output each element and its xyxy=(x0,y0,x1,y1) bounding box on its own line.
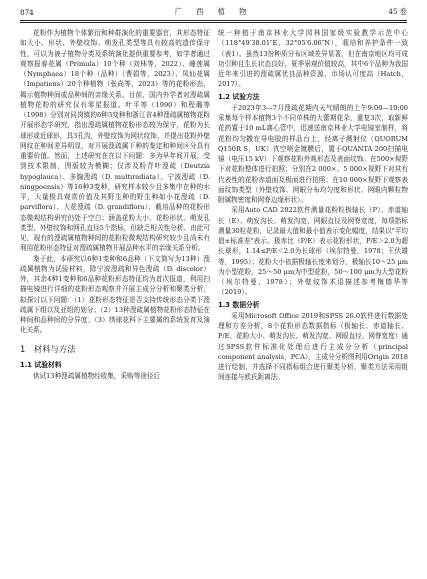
methods-paragraph-2: 采用Auto CAD 2022软件测量花粉粒极轴长（P）、赤道轴长（E）、萌发沟长、萌发沟宽、网眼直径及网脊宽度，每项指标测量30粒花粉，记录最大值和最小值表示变化幅度，结果以"平均值±标准差"表示。极赤比（P/E）表示花粉形状，P/E＞2.0为超长球形，1.14≤P/E＜2.0为长球形（埃尔特曼，1978；王伏雄等，1995）；花粉大小依据极轴长度来划分，极轴长10～25 μm为小型花粉，25～50 μm为中型花粉，50～100 μm为大型花粉（埃尔特曼，1978）；外壁纹饰术语描述参考梅德华等（2019）。 xyxy=(218,206,408,297)
materials-paragraph: 供试13种溲疏属植物经收集，采购等途径后 xyxy=(33,372,161,380)
header-rule-thick xyxy=(20,20,407,21)
running-header xyxy=(20,5,407,19)
header-rule-thin xyxy=(20,22,407,23)
subsection-heading-materials: 1.1 试验材料 xyxy=(20,360,62,369)
left-column xyxy=(20,28,210,381)
intro-paragraph-1: 花粉作为植物个体繁衍和种群演化的重要器官，其形态特征如大小、形状、外壁纹饰、萌发孔类型等具有较高的遗传保守性，可以为被子植物分类及系统演化提供重要参考，如学者通过观察报春花属（Primula）10个种（刘林等，2022）、睡莲属（Nymphaea）18个种（品种）（曹娟等，2023）、凤仙花属（Impatiens）20个种植物（张尚等，2023）等的花粉形态，揭示植物种间或品种间的亲缘关系。目前，国内外学者对溲疏属植物花粉的研究仅有零星报道。叶平等（1990）和程璐等（1998）分别对同岗镇的6种3变种和浙江省4种溲疏属植物花粉开展形态学研究，指出溲疏属植物花粉形态较为保守，花粉为长球形或近球形，具3孔沟，外壁纹饰为网状纹饰，并提出花粉外壁网纹在种间差异明显，对开展溲疏属下种的鉴定和种间区分具有重要价值。然而，上述研究在在以下问题：多为早年间开展，受到技术限制，图版较为模糊；仅涉及粉背叶溲疏（Deutzia hypoglauca）、多腺溲疏（D. multiradiata）、宁波溲疏（D. ningpoensis）等16种3变种，研究样本较少且多集中在种的水平，大量极具观赏价值及其野生种的野生种如小花溲疏（D. parviflora）、大花溲疏（D. grandiflora）、截培品种的花粉形态微观结构研究仍处于空白；涵盖花粉大小、花粉形状、萌发孔类型、外壁纹饰和网孔直径5个指标，但缺乏相关性分析。由此可见，现有的溲疏属植物种间的花粉粒微观结构研究较少且尚未有利用花粉形态特征对溲疏属植物开展品种水平的亲缘关系分析。 xyxy=(20,29,210,253)
methods-paragraph-1: 于2023年3—7月溲疏花期内天气晴朗的上午9:00—10:00采集每个样本植物3个不同单株的大蕾期花朵，重复3次，取新鲜花药置于10 mL离心管中，迅速送南京林业大学电镜室制样，将花粉均匀撒在导电胶的样品台上，经离子溅射仪（QUORUM Q150R S，UK）真空喷金镀膜后，置于QUANTA 200扫描电镜（电压15 kV）下观察花粉外观形态及表面纹饰。在500×视野下对花粉整体进行拍照；分别在2 000×、5 000×视野下对其有代表性的花粉赤道面及极面进行拍照；在10 000×视野下观察表面纹饰类型（外壁纹饰、网眼分布均匀度和形状、网眼内颗粒物附属物密度和网脊边缘形状）。 xyxy=(218,103,408,204)
section-heading-materials-methods: 1 材料与方法 xyxy=(20,343,76,354)
data-analysis-paragraph: 采用Microsoft Office 2019和SPSS 26.0软件进行数据处理和方差分析，8个花粉形态数据指标（极轴长、赤道轴长、P/E、花粉大小、萌发沟长、萌发沟宽、网眼直径、网脊宽度）通过SPSS软件标准化处理后进行主成分分析（principal component analysis，PCA），主成分分析图利用Origin 2018进行绘制，并选择不同指标组合进行聚类分析，聚类方法采用组间连接与欧氏距离法。 xyxy=(218,311,408,382)
intro-paragraph-2: 鉴于此，本研究以6种1变种和6品种（下文简写为13种）溲疏属植物为试验材料，除宁波溲疏和异色溲疏（D. discolor）外，其余4种1变种和6品种花粉形态特征均为首次报道，利用扫描电镜进行详细的花粉形态观察并开展主成分分析和聚类分析，拟探讨以下问题：（1）花粉形态特征是否支持传统形态分类下溲疏属下组以及亚组的划分；（2）13种溲疏属植物花粉形态特征在种间和品种间的分异度；（3）绣球花科下主要属的系统发育及演化关系。 xyxy=(20,254,210,335)
right-column xyxy=(218,28,408,383)
page-number: 874 xyxy=(20,7,34,17)
materials-continued-paragraph: 统一种植于南京林业大学园林国家级实验教学示范中心（118°49′38.01″E，32°05′6.06″N），栽培和养护条件一致（表1）。虽然13份种质分布区域差异显著，但在南京地区均可成功引种且生长状态良好，夏季景观价值较高，其中6个品种为我国近年来引进的溲疏属优良品种资源，市场认可度高（Hatch，2017）。 xyxy=(218,29,408,89)
volume-label: 45 卷 xyxy=(388,7,407,16)
journal-name: 广 西 植 物 xyxy=(174,7,253,16)
subsection-heading-methods: 1.2 试验方法 xyxy=(218,92,260,101)
subsection-heading-data-analysis: 1.3 数据分析 xyxy=(218,300,260,309)
